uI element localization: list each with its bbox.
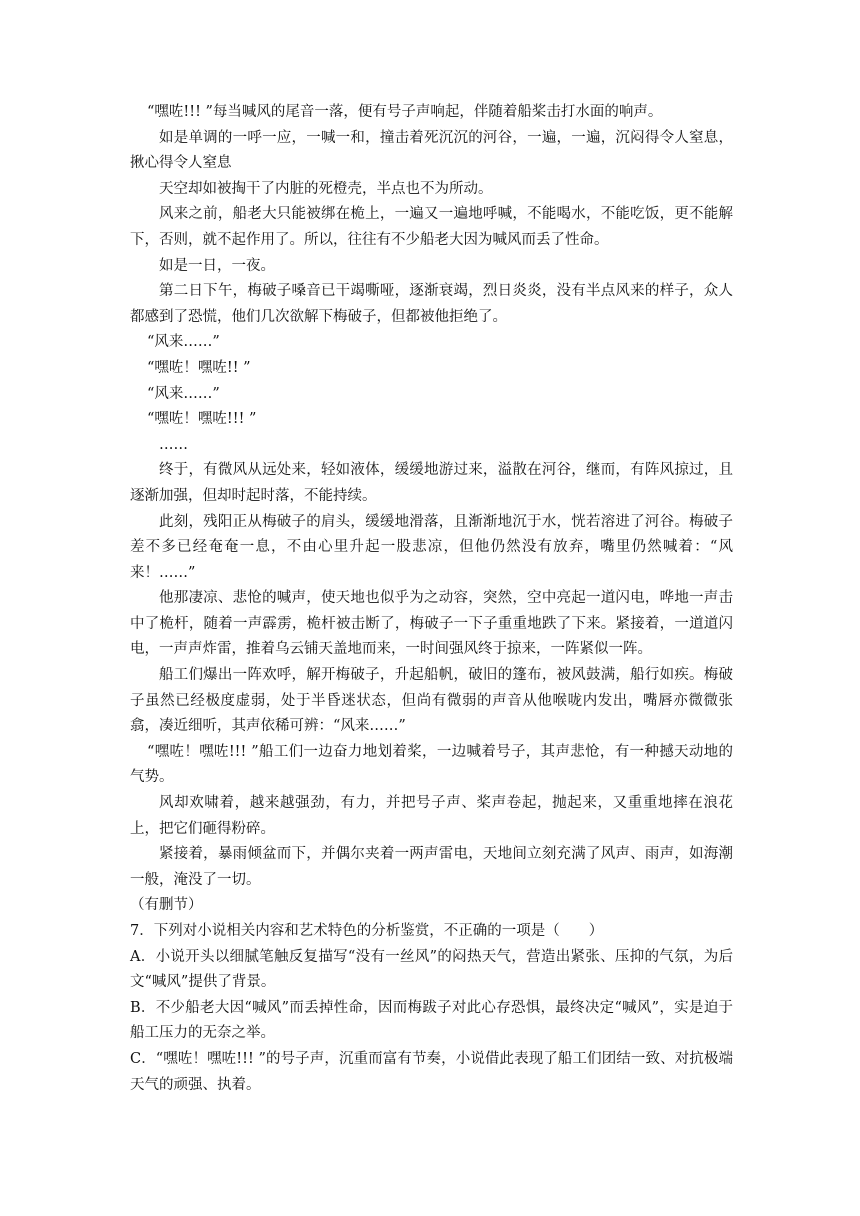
story-paragraph: 风却欢啸着，越来越强劲，有力，并把号子声、桨声卷起，抛起来，又重重地摔在浪花上，把它们砸得粉碎。 [130,795,733,837]
story-paragraph: “嘿咗！嘿咗!!! ” [147,411,257,428]
story-paragraph: “嘿咗！嘿咗!!! ”船工们一边奋力地划着桨，一边喊着号子，其声悲怆，有一种撼天动地的气势。 [130,743,733,786]
story-paragraph: “嘿咗！嘿咗!! ” [147,359,251,376]
story-body [130,100,733,919]
story-paragraph: 他那凄凉、悲怆的喊声，使天地也似乎为之动容，突然，空中亮起一道闪电，哗地一声击中了桅杆，随着一声霹雳，桅杆被击断了，梅破子一下子重重地跌了下来。紧接着，一道道闪电，一声声炸雷，推着乌云铺天盖地而来，一时间强风终于掠来，一阵紧似一阵。 [130,590,733,658]
question-title: 7．下列对小说相关内容和艺术特色的分析鉴赏，不正确的一项是（ ） [130,923,604,939]
story-paragraph: 终于，有微风从远处来，轻如液体，缓缓地游过来，溢散在河谷，继而，有阵风掠过，且逐渐加强，但却时起时落，不能持续。 [130,462,733,504]
abridged-note: （有删节） [130,897,203,914]
question-block [130,919,733,1098]
option-c: C．“嘿咗！嘿咗!!! ”的号子声，沉重而富有节奏，小说借此表现了船工们团结一致、对抗极端天气的顽强、执着。 [130,1050,733,1093]
story-paragraph: 风来之前，船老大只能被绑在桅上，一遍又一遍地呼喊，不能喝水，不能吃饭，更不能解下，否则，就不起作用了。所以，往往有不少船老大因为喊风而丢了性命。 [130,206,733,248]
story-paragraph: 如是单调的一呼一应，一喊一和，撞击着死沉沉的河谷，一遍，一遍，沉闷得令人窒息，揪心得令人窒息 [130,129,733,172]
story-paragraph: 船工们爆出一阵欢呼，解开梅破子，升起船帆，破旧的篷布，被风鼓满，船行如疾。梅破子虽然已经极度虚弱，处于半昏迷状态，但尚有微弱的声音从他喉咙内发出，嘴唇亦微微张翕，凑近细听，其声依稀可辨：“风来……” [130,667,733,735]
story-paragraph: 此刻，残阳正从梅破子的肩头，缓缓地滑落，且渐渐地沉于水，恍若溶进了河谷。梅破子差不多已经奄奄一息，不由心里升起一股悲凉，但他仍然没有放弃，嘴里仍然喊着：“风来！……” [130,513,733,581]
story-paragraph: 第二日下午，梅破子嗓音已干竭嘶哑，逐渐衰竭，烈日炎炎，没有半点风来的样子，众人都感到了恐慌，他们几次欲解下梅破子，但都被他拒绝了。 [130,283,733,325]
story-paragraph: “风来……” [147,334,220,351]
story-paragraph: 如是一日，一夜。 [159,257,275,274]
story-paragraph: …… [159,436,188,453]
option-b: B．不少船老大因“喊风”而丢掉性命，因而梅跋子对此心存恐惧，最终决定“喊风”，实是迫于船工压力的无奈之举。 [130,999,733,1042]
option-a: A．小说开头以细腻笔触反复描写“没有一丝风”的闷热天气，营造出紧张、压抑的气氛，为后文“喊风”提供了背景。 [130,948,733,991]
document-page [130,100,733,1098]
story-paragraph: “风来……” [147,385,220,402]
story-paragraph: 紧接着，暴雨倾盆而下，并偶尔夹着一两声雷电，天地间立刻充满了风声、雨声，如海潮一般，淹没了一切。 [130,846,733,888]
story-paragraph: “嘿咗!!! ”每当喊风的尾音一落，便有号子声响起，伴随着船桨击打水面的响声。 [147,104,663,120]
story-paragraph: 天空却如被掏干了内脏的死橙壳，半点也不为所动。 [159,180,493,197]
